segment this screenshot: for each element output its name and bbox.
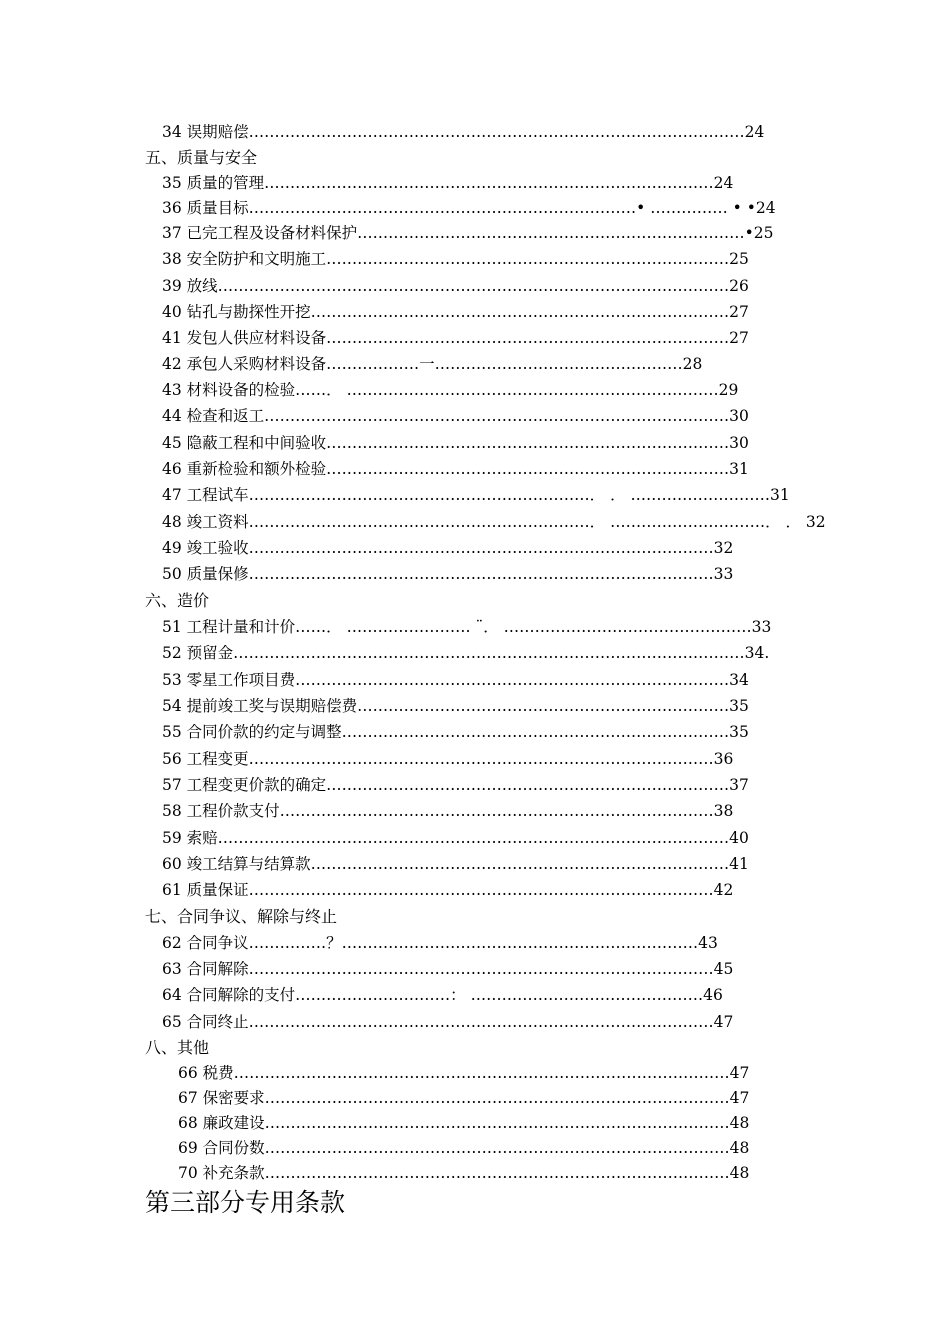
toc-entry: 67 保密要求………………………………………………………………………………47 <box>178 1089 750 1107</box>
toc-entry: 43 材料设备的检验……． ………………………………………………………………29 <box>162 381 739 399</box>
toc-entry: 58 工程价款支付…………………………………………………………………………38 <box>162 802 734 820</box>
toc-entry: 44 检查和返工………………………………………………………………………………30 <box>162 407 749 425</box>
toc-entry: 57 工程变更价款的确定……………………………………………………………………37 <box>162 776 749 794</box>
toc-entry: 65 合同终止………………………………………………………………………………47 <box>162 1013 734 1031</box>
section-heading: 第三部分专用条款 <box>145 1188 346 1217</box>
toc-section-title: 八、其他 <box>145 1038 210 1057</box>
toc-entry: 59 索赔………………………………………………………………………………………40 <box>162 829 749 847</box>
toc-entry: 53 零星工作项目费…………………………………………………………………………34 <box>162 671 749 689</box>
toc-entry: 42 承包人采购材料设备………………一…………………………………………28 <box>162 355 703 373</box>
toc-entry: 41 发包人供应材料设备……………………………………………………………………27 <box>162 329 749 347</box>
toc-entry: 36 质量目标…………………………………………………………………• …………… • •24 <box>162 199 776 217</box>
toc-section-title: 六、造价 <box>145 591 210 610</box>
toc-entry: 70 补充条款………………………………………………………………………………48 <box>178 1164 750 1182</box>
toc-entry: 38 安全防护和文明施工……………………………………………………………………25 <box>162 250 749 268</box>
toc-entry: 51 工程计量和计价……． …………………… ¨． …………………………………………33 <box>162 618 772 636</box>
toc-entry: 39 放线………………………………………………………………………………………26 <box>162 277 749 295</box>
toc-entry: 37 已完工程及设备材料保护…………………………………………………………………•25 <box>162 224 774 242</box>
toc-entry: 62 合同争议……………？……………………………………………………………43 <box>162 934 718 952</box>
toc-entry: 40 钻孔与勘探性开挖………………………………………………………………………27 <box>162 303 749 321</box>
toc-entry: 47 工程试车…………………………………………………………． ． ………………………31 <box>162 486 790 504</box>
toc-entry: 69 合同份数………………………………………………………………………………48 <box>178 1139 750 1157</box>
toc-entry: 34 误期赔偿……………………………………………………………………………………24 <box>162 123 765 141</box>
toc-entry: 46 重新检验和额外检验……………………………………………………………………31 <box>162 460 749 478</box>
toc-entry: 48 竣工资料…………………………………………………………． …………………………． ． 32 <box>162 513 826 531</box>
toc-entry: 64 合同解除的支付…………………………： ………………………………………46 <box>162 986 723 1004</box>
toc-entry: 56 工程变更………………………………………………………………………………36 <box>162 750 734 768</box>
toc-entry: 55 合同价款的约定与调整…………………………………………………………………35 <box>162 723 749 741</box>
toc-entry: 60 竣工结算与结算款………………………………………………………………………41 <box>162 855 749 873</box>
toc-entry: 61 质量保证………………………………………………………………………………42 <box>162 881 734 899</box>
toc-entry: 35 质量的管理……………………………………………………………………………24 <box>162 174 734 192</box>
toc-entry: 52 预留金………………………………………………………………………………………34. <box>162 644 770 662</box>
toc-entry: 49 竣工验收………………………………………………………………………………32 <box>162 539 734 557</box>
toc-entry: 66 税费……………………………………………………………………………………47 <box>178 1064 750 1082</box>
toc-entry: 50 质量保修………………………………………………………………………………33 <box>162 565 734 583</box>
toc-entry: 63 合同解除………………………………………………………………………………45 <box>162 960 734 978</box>
toc-entry: 45 隐蔽工程和中间验收……………………………………………………………………30 <box>162 434 749 452</box>
toc-section-title: 七、合同争议、解除与终止 <box>145 907 338 926</box>
toc-section-title: 五、质量与安全 <box>145 148 258 167</box>
toc-entry: 68 廉政建设………………………………………………………………………………48 <box>178 1114 750 1132</box>
toc-entry: 54 提前竣工奖与误期赔偿费………………………………………………………………35 <box>162 697 749 715</box>
